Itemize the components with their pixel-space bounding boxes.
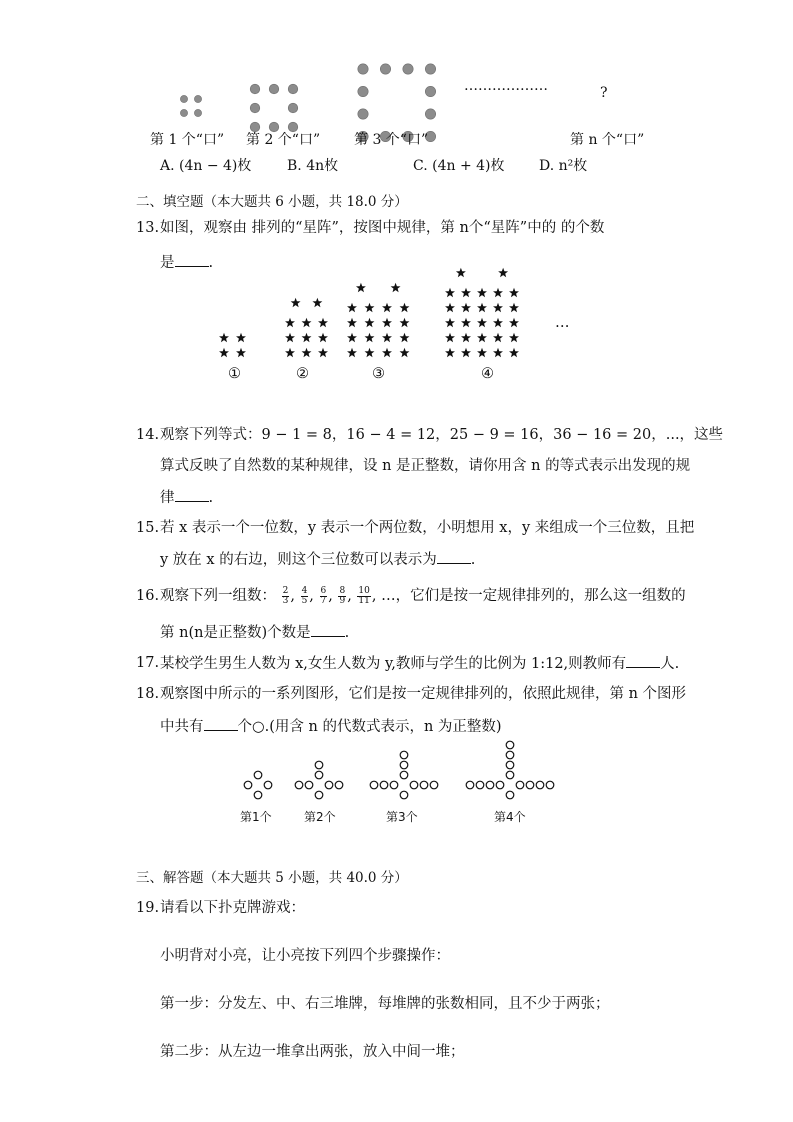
q19-line4: 第二步：从左边一堆拿出两张，放入中间一堆； — [160, 1044, 465, 1060]
q16-answer-blank[interactable] — [311, 622, 345, 637]
star-2 — [285, 318, 295, 327]
option-a[interactable]: A. (4n − 4)枚 — [160, 158, 252, 174]
star-2 — [285, 333, 295, 342]
q17-text: 某校学生男生人数为 x,女生人数为 y,教师与学生的比例为 1:12,则教师有 — [160, 656, 627, 672]
q15-number: 15. — [136, 520, 160, 536]
q18-line2-end: 个○.(用含 n 的代数式表示，n 为正整数) — [237, 719, 502, 735]
q17-answer-blank[interactable] — [626, 653, 660, 668]
star-4 — [477, 318, 487, 327]
star-4 — [445, 348, 455, 357]
q18-line2 — [160, 716, 502, 737]
circle-1 — [254, 771, 262, 779]
circle-4 — [506, 751, 514, 759]
square-dot-2 — [250, 84, 260, 94]
square-dot-3 — [425, 64, 435, 74]
section-3-title: 三、解答题（本大题共 5 小题，共 40.0 分） — [136, 870, 408, 886]
star-1 — [236, 348, 246, 357]
star-4 — [445, 288, 455, 297]
q15-line2 — [160, 549, 475, 570]
q17-end: 人. — [660, 656, 680, 672]
q19-line3: 第一步：分发左、中、右三堆牌，每堆牌的张数相同，且不少于两张； — [160, 996, 610, 1012]
q19-line1: 请看以下扑克牌游戏： — [160, 900, 305, 916]
star-3 — [365, 333, 375, 342]
figure-label-n: 第 n 个“口” — [570, 132, 645, 148]
circle-2 — [305, 781, 313, 789]
fraction-1: $\frac{2}{3}$ — [282, 585, 289, 606]
circle-4 — [506, 761, 514, 769]
star-3 — [347, 303, 357, 312]
q17-line — [160, 653, 679, 674]
square-dot-3 — [358, 109, 368, 119]
q14-number: 14. — [136, 427, 160, 443]
star-3 — [347, 318, 357, 327]
square-dot-2 — [288, 103, 298, 113]
star-2 — [318, 348, 328, 357]
ellipsis-dots: ……………… — [464, 78, 548, 94]
circle-1 — [244, 781, 252, 789]
q16-line2 — [160, 622, 349, 643]
star-2 — [302, 333, 312, 342]
circle-3 — [370, 781, 378, 789]
square-dot-3 — [403, 64, 413, 74]
fraction-4: $\frac{8}{9}$ — [339, 585, 346, 606]
q18-line1: 观察图中所示的一系列图形，它们是按一定规律排列的，依照此规律，第 n 个图形 — [160, 686, 687, 702]
star-4 — [509, 333, 519, 342]
circle-4 — [496, 781, 504, 789]
circle-3 — [400, 751, 408, 759]
square-dot-3 — [358, 64, 368, 74]
option-d[interactable]: D. n²枚 — [539, 158, 588, 174]
circle-4 — [506, 741, 514, 749]
circle-figure-label-3: 第3个 — [386, 810, 418, 824]
q16-line1-start: 观察下列一组数： — [160, 588, 276, 604]
star-1 — [219, 333, 229, 342]
q16-line1: 观察下列一组数： $\frac{2}{3}$ , $\frac{4}{5}$ , $\frac{6}{7}$ , $\frac{8}{9}$ , $\frac{10}{11}$ , …，它们是按一定规律排列的，那么这一组数的 — [160, 585, 686, 606]
square-dot-2 — [288, 84, 298, 94]
star-4 — [461, 318, 471, 327]
circle-3 — [430, 781, 438, 789]
circle-3 — [400, 791, 408, 799]
circle-4 — [546, 781, 554, 789]
star-4 — [477, 348, 487, 357]
star-4 — [493, 288, 503, 297]
q16-number: 16. — [136, 588, 160, 604]
circle-4 — [516, 781, 524, 789]
star-2 — [318, 318, 328, 327]
q19-number: 19. — [136, 900, 160, 916]
q17-number: 17. — [136, 655, 160, 671]
fraction-3: $\frac{6}{7}$ — [320, 585, 327, 606]
star-3 — [347, 348, 357, 357]
star-4 — [509, 288, 519, 297]
circle-3 — [410, 781, 418, 789]
q16-line2-text: 第 n(n是正整数)个数是 — [160, 625, 311, 641]
square-dot-3 — [425, 109, 435, 119]
star-array-figures — [0, 280, 793, 400]
star-figure-label-2: ② — [296, 366, 309, 382]
circle-4 — [466, 781, 474, 789]
star-3 — [365, 318, 375, 327]
star-3 — [382, 348, 392, 357]
circle-2 — [315, 791, 323, 799]
star-4 — [461, 303, 471, 312]
q14-line3-text: 律 — [160, 490, 175, 506]
star-4 — [493, 348, 503, 357]
star-4 — [509, 303, 519, 312]
star-3 — [365, 348, 375, 357]
star-3 — [382, 303, 392, 312]
square-dot-1 — [180, 109, 187, 116]
star-1 — [219, 348, 229, 357]
circle-1 — [264, 781, 272, 789]
circle-4 — [526, 781, 534, 789]
figure-label-3: 第 3 个“口” — [354, 132, 429, 148]
figure-label-2: 第 2 个“口” — [246, 132, 321, 148]
circle-4 — [536, 781, 544, 789]
square-dot-3 — [380, 64, 390, 74]
star-top-2 — [291, 298, 301, 307]
q16-line1-end: …，它们是按一定规律排列的，那么这一组数的 — [381, 588, 686, 604]
q13-line2-text: 是 — [160, 255, 175, 271]
square-dot-1 — [194, 109, 201, 116]
circle-3 — [380, 781, 388, 789]
star-4 — [445, 303, 455, 312]
option-c[interactable]: C. (4n + 4)枚 — [413, 158, 505, 174]
star-figure-label-1: ① — [228, 366, 241, 382]
q14-line3-end: . — [208, 490, 214, 506]
star-1 — [236, 333, 246, 342]
q14-line1: 观察下列等式：9 − 1 = 8，16 − 4 = 12，25 − 9 = 16，36 − 16 = 20，...，这些 — [160, 427, 724, 443]
star-ellipsis: … — [555, 315, 570, 331]
star-4 — [445, 333, 455, 342]
q15-line2-text: y 放在 x 的右边，则这个三位数可以表示为 — [160, 552, 437, 568]
q18-line2-start: 中共有 — [160, 719, 204, 735]
star-2 — [302, 348, 312, 357]
option-b[interactable]: B. 4n枚 — [287, 158, 339, 174]
circle-4 — [476, 781, 484, 789]
star-figure-label-4: ④ — [481, 366, 494, 382]
square-dot-2 — [250, 103, 260, 113]
star-3 — [400, 303, 410, 312]
star-4 — [461, 333, 471, 342]
q13-answer-blank[interactable] — [175, 252, 209, 267]
circle-3 — [400, 771, 408, 779]
star-3 — [382, 333, 392, 342]
circle-3 — [390, 781, 398, 789]
star-top-3 — [356, 283, 366, 292]
circle-3 — [420, 781, 428, 789]
star-3 — [400, 348, 410, 357]
circle-2 — [295, 781, 303, 789]
circle-cross-figures — [0, 745, 793, 815]
star-top-3 — [391, 283, 401, 292]
star-2 — [302, 318, 312, 327]
circle-4 — [486, 781, 494, 789]
star-3 — [347, 333, 357, 342]
q14-line2: 算式反映了自然数的某种规律，设 n 是正整数，请你用含 n 的等式表示出发现的规 — [160, 458, 691, 474]
q19-line2: 小明背对小亮，让小亮按下列四个步骤操作： — [160, 948, 450, 964]
square-dot-1 — [180, 95, 187, 102]
q14-line3 — [160, 487, 213, 508]
fraction-2: $\frac{4}{5}$ — [301, 585, 308, 606]
circle-2 — [315, 771, 323, 779]
square-dot-3 — [425, 86, 435, 96]
q14-answer-blank[interactable] — [175, 487, 209, 502]
star-4 — [493, 333, 503, 342]
circle-2 — [335, 781, 343, 789]
q13-line2-end: . — [208, 255, 214, 271]
circle-3 — [400, 761, 408, 769]
question-mark: ? — [600, 85, 608, 101]
q18-answer-blank[interactable] — [204, 716, 238, 731]
circle-4 — [506, 771, 514, 779]
star-4 — [477, 333, 487, 342]
star-4 — [461, 288, 471, 297]
star-figure-label-3: ③ — [372, 366, 385, 382]
star-4 — [445, 318, 455, 327]
star-4 — [461, 348, 471, 357]
star-4 — [493, 303, 503, 312]
star-top-2 — [312, 298, 322, 307]
circle-figure-label-1: 第1个 — [240, 810, 272, 824]
star-4 — [509, 318, 519, 327]
square-dot-1 — [194, 95, 201, 102]
square-dot-figures — [0, 0, 793, 140]
circle-figure-label-2: 第2个 — [304, 810, 336, 824]
q15-line2-end: . — [470, 552, 476, 568]
q16-line2-end: . — [344, 625, 350, 641]
star-4 — [509, 348, 519, 357]
circle-1 — [254, 791, 262, 799]
star-3 — [365, 303, 375, 312]
figure-label-1: 第 1 个“口” — [150, 132, 225, 148]
q13-number: 13. — [136, 220, 160, 236]
q15-line1: 若 x 表示一个一位数，y 表示一个两位数，小明想用 x，y 来组成一个三位数，且把 — [160, 520, 695, 536]
star-top-4 — [498, 268, 508, 277]
square-dot-2 — [269, 84, 279, 94]
section-2-title: 二、填空题（本大题共 6 小题，共 18.0 分） — [136, 194, 408, 210]
star-2 — [285, 348, 295, 357]
star-3 — [400, 333, 410, 342]
star-4 — [477, 303, 487, 312]
q13-line1: 如图，观察由 排列的“星阵”，按图中规律，第 n个“星阵”中的 的个数 — [160, 220, 605, 236]
circle-2 — [315, 761, 323, 769]
circle-2 — [325, 781, 333, 789]
circle-figure-label-4: 第4个 — [494, 810, 526, 824]
circle-4 — [506, 791, 514, 799]
star-top-4 — [456, 268, 466, 277]
q18-number: 18. — [136, 686, 160, 702]
star-4 — [493, 318, 503, 327]
square-dot-3 — [358, 86, 368, 96]
star-4 — [477, 288, 487, 297]
q13-line2 — [160, 252, 213, 273]
star-3 — [400, 318, 410, 327]
star-3 — [382, 318, 392, 327]
q15-answer-blank[interactable] — [437, 549, 471, 564]
fraction-5: $\frac{10}{11}$ — [358, 585, 370, 606]
star-2 — [318, 333, 328, 342]
